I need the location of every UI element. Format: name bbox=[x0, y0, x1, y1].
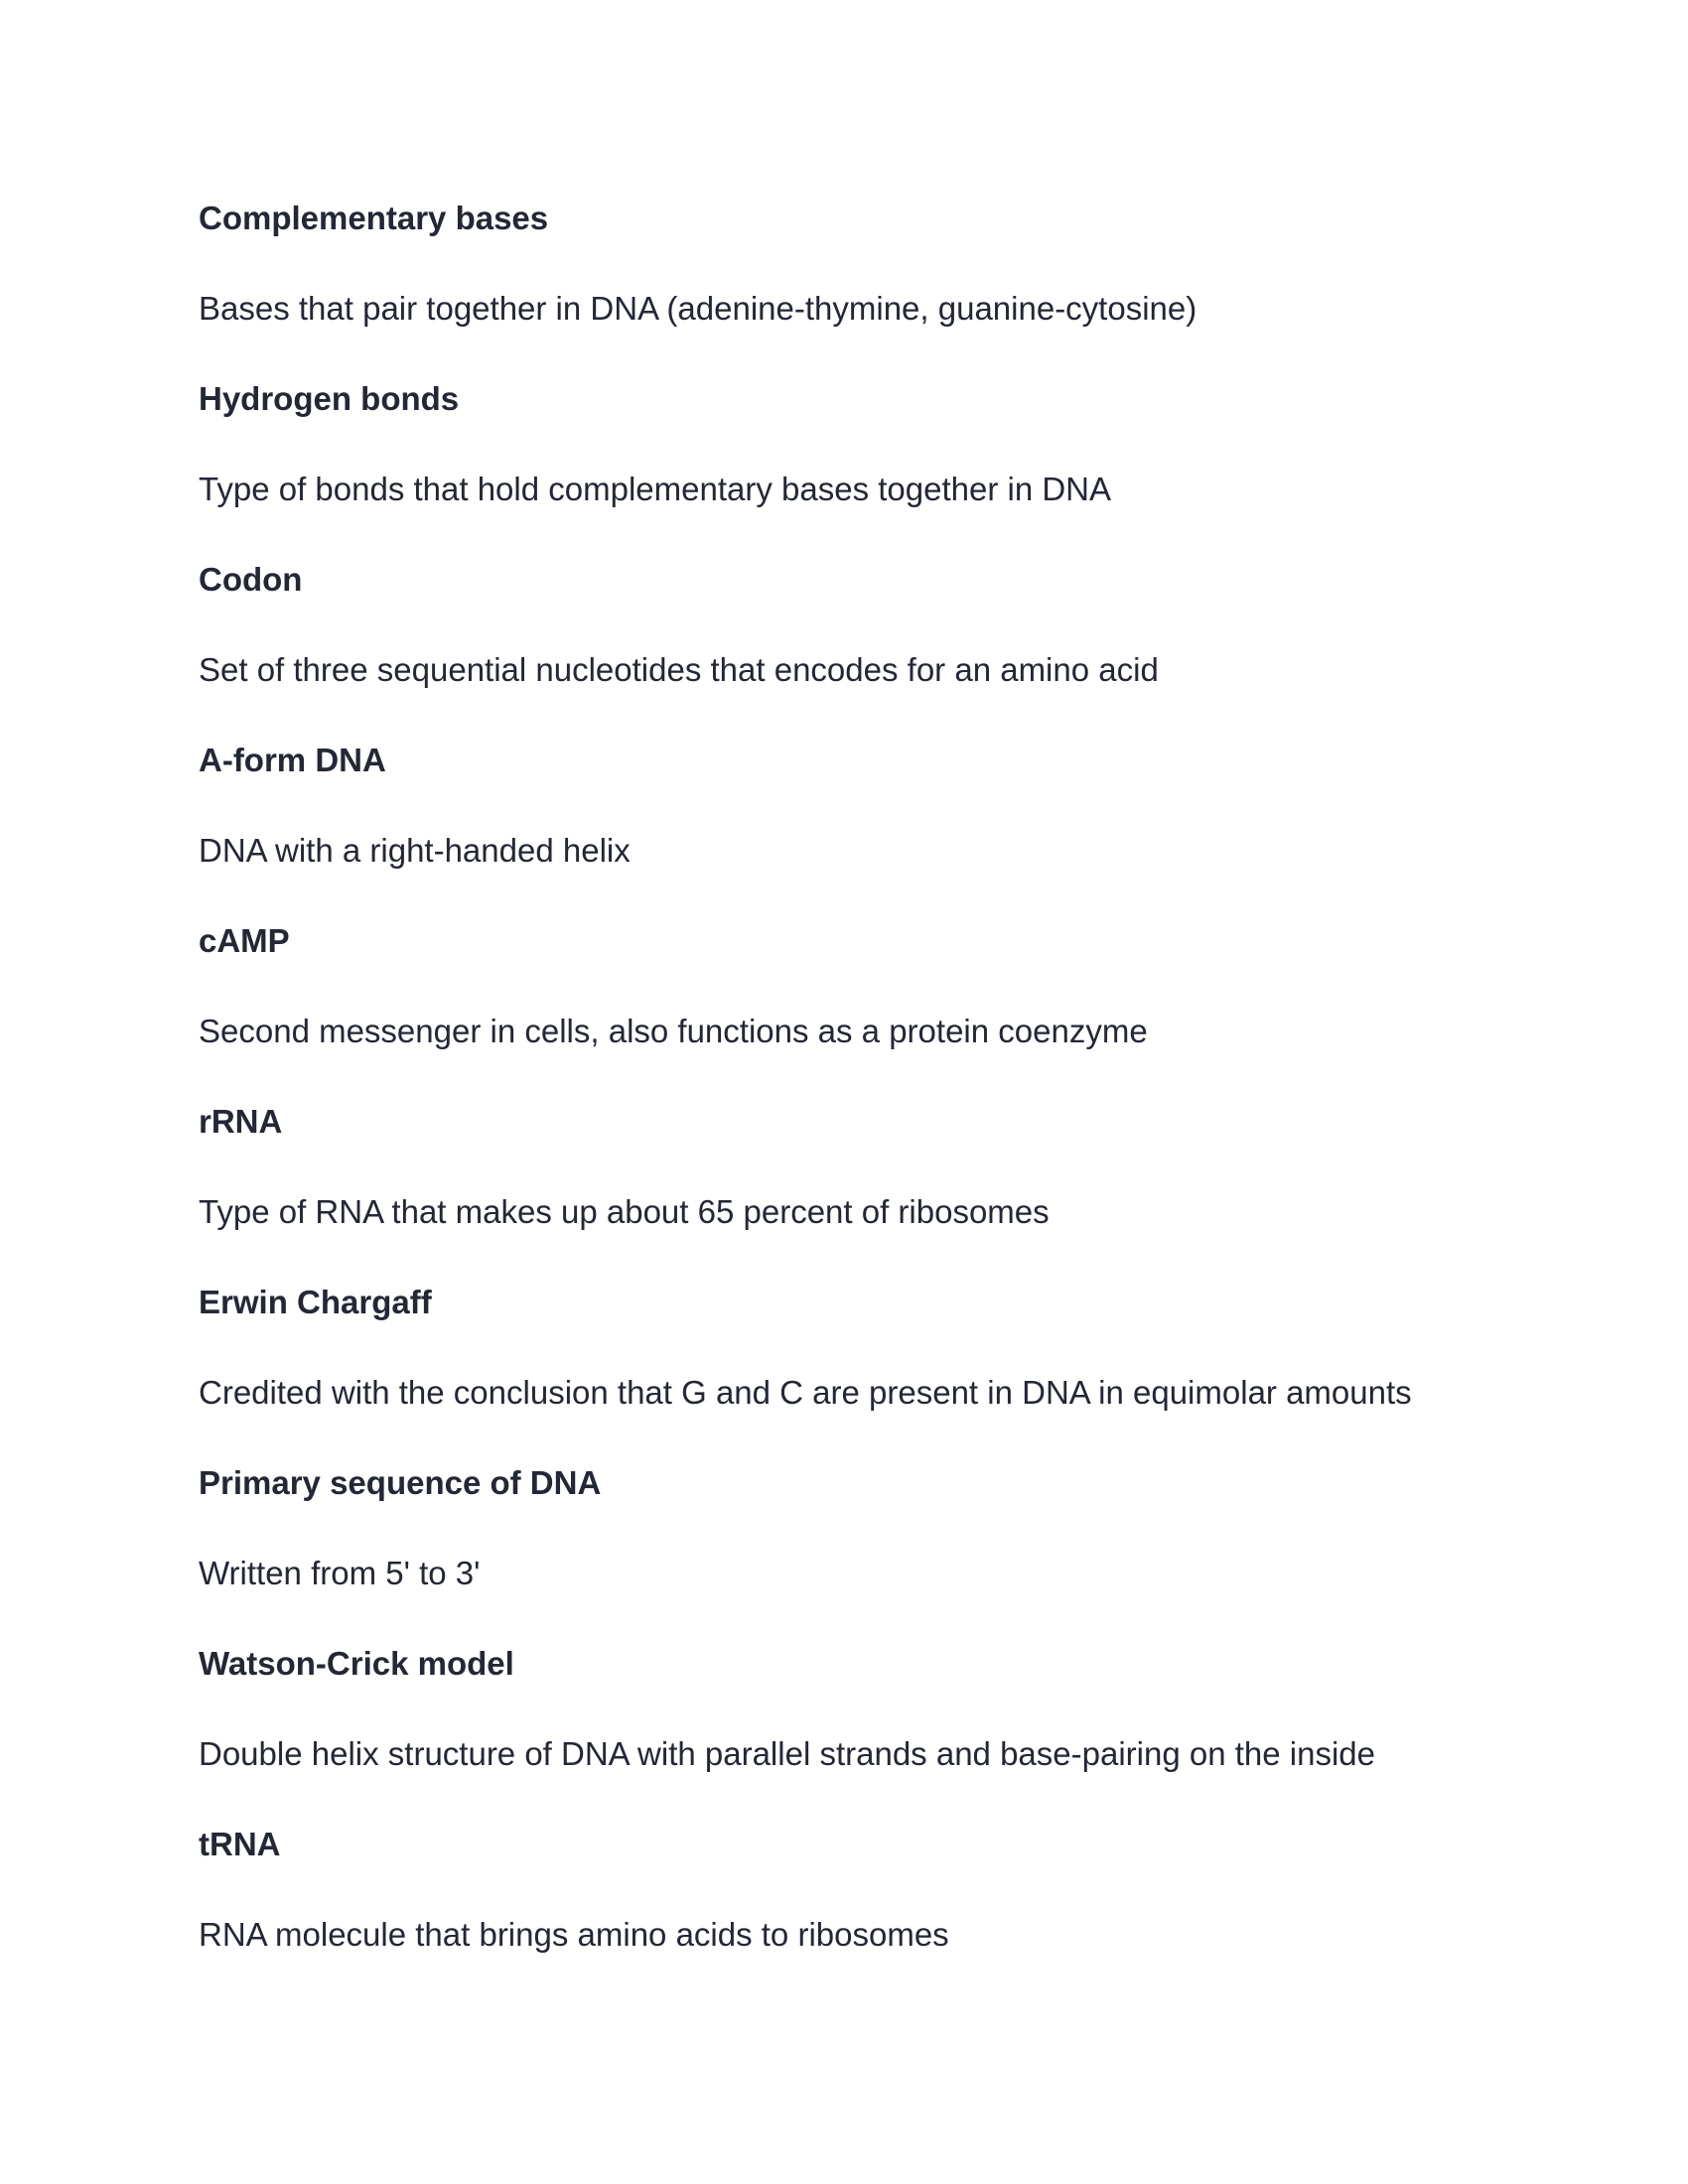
definition: Second messenger in cells, also functions as a protein coenzyme bbox=[199, 1013, 1148, 1049]
glossary-entry bbox=[199, 558, 1589, 692]
term: Watson-Crick model bbox=[199, 1645, 514, 1682]
term: Hydrogen bonds bbox=[199, 380, 460, 417]
term: A-form DNA bbox=[199, 742, 386, 778]
glossary-entry bbox=[199, 739, 1589, 873]
term: cAMP bbox=[199, 922, 290, 959]
term: Codon bbox=[199, 561, 303, 598]
term: Complementary bases bbox=[199, 200, 549, 236]
glossary-entry bbox=[199, 1100, 1589, 1234]
definition: Set of three sequential nucleotides that encodes for an amino acid bbox=[199, 651, 1159, 688]
glossary-entry bbox=[199, 1281, 1589, 1415]
term: tRNA bbox=[199, 1826, 281, 1862]
term: Primary sequence of DNA bbox=[199, 1464, 602, 1501]
definition: RNA molecule that brings amino acids to ribosomes bbox=[199, 1916, 949, 1953]
definition: Double helix structure of DNA with parallel strands and base-pairing on the inside bbox=[199, 1735, 1375, 1772]
glossary-entry bbox=[199, 197, 1589, 331]
definition: Type of bonds that hold complementary bases together in DNA bbox=[199, 471, 1112, 507]
document-page bbox=[199, 197, 1589, 2003]
definition: Bases that pair together in DNA (adenine-thymine, guanine-cytosine) bbox=[199, 290, 1197, 327]
definition: Written from 5' to 3' bbox=[199, 1555, 481, 1591]
term: Erwin Chargaff bbox=[199, 1284, 432, 1320]
definition: Credited with the conclusion that G and C are present in DNA in equimolar amounts bbox=[199, 1374, 1412, 1411]
definition: DNA with a right-handed helix bbox=[199, 832, 631, 869]
definition: Type of RNA that makes up about 65 percent of ribosomes bbox=[199, 1193, 1050, 1230]
glossary-entry bbox=[199, 377, 1589, 511]
term: rRNA bbox=[199, 1103, 283, 1140]
glossary-entry bbox=[199, 1642, 1589, 1776]
glossary-entry bbox=[199, 1461, 1589, 1595]
glossary-entry bbox=[199, 1823, 1589, 1957]
glossary-entry bbox=[199, 919, 1589, 1053]
